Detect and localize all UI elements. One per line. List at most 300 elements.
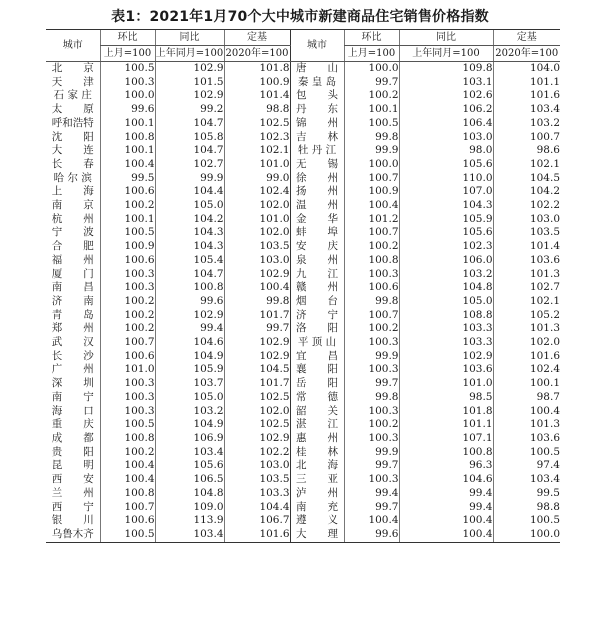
right-base-value: 101.3 [493, 268, 560, 282]
right-base-value: 102.0 [493, 336, 560, 350]
left-mom-value: 100.5 [100, 418, 155, 432]
left-mom-value: 100.2 [100, 295, 155, 309]
left-mom-value: 100.7 [100, 336, 155, 350]
left-yoy-value: 105.4 [155, 254, 224, 268]
right-base-value: 101.6 [493, 89, 560, 103]
left-yoy-value: 104.4 [155, 185, 224, 199]
right-city-name: 湛 江 [290, 418, 344, 432]
left-base-value: 102.9 [224, 432, 290, 446]
right-base-value: 100.7 [493, 131, 560, 145]
left-city-name: 郑 州 [51, 322, 94, 335]
left-mom-value: 100.8 [100, 487, 155, 501]
left-city-name: 武 汉 [51, 336, 94, 349]
left-base-value: 101.6 [224, 528, 290, 542]
table-row [46, 89, 560, 103]
right-mom-value: 100.3 [344, 363, 399, 377]
right-base-value: 101.3 [493, 322, 560, 336]
right-yoy-value: 101.8 [399, 405, 493, 419]
left-yoy-value: 102.9 [155, 89, 224, 103]
table-row [46, 391, 560, 405]
right-base-value: 100.5 [493, 514, 560, 528]
right-city-name: 吉 林 [290, 131, 344, 145]
right-base-value: 98.8 [493, 501, 560, 515]
right-base-value: 100.4 [493, 405, 560, 419]
right-base-value: 102.1 [493, 158, 560, 172]
left-yoy-value: 104.9 [155, 418, 224, 432]
left-yoy-value: 99.4 [155, 322, 224, 336]
left-city-name: 青 岛 [51, 308, 94, 321]
left-base-value: 99.7 [224, 322, 290, 336]
left-city-name: 石 家 庄 [53, 89, 92, 102]
left-yoy-value: 104.9 [155, 350, 224, 364]
left-city-name: 银 川 [51, 514, 94, 527]
left-city-name: 成 都 [51, 431, 94, 444]
left-base-value: 98.8 [224, 103, 290, 117]
left-mom-value: 101.0 [100, 363, 155, 377]
left-yoy-value: 104.8 [155, 487, 224, 501]
left-yoy-value: 104.3 [155, 240, 224, 254]
left-mom-value: 99.6 [100, 103, 155, 117]
right-yoy-value: 99.4 [399, 501, 493, 515]
left-city-name: 深 圳 [51, 377, 94, 390]
left-mom-value: 100.2 [100, 446, 155, 460]
table-row [46, 350, 560, 364]
table-row [46, 213, 560, 227]
left-mom-value: 100.9 [100, 240, 155, 254]
subheader-base-left: 2020年=100 [224, 46, 290, 62]
left-yoy-value: 106.9 [155, 432, 224, 446]
right-yoy-value: 104.3 [399, 199, 493, 213]
left-base-value: 106.7 [224, 514, 290, 528]
right-mom-value: 100.3 [344, 473, 399, 487]
right-city-name: 南 充 [290, 501, 344, 515]
left-yoy-value: 104.7 [155, 144, 224, 158]
left-mom-value: 100.1 [100, 144, 155, 158]
left-yoy-value: 100.8 [155, 281, 224, 295]
right-yoy-value: 107.1 [399, 432, 493, 446]
left-base-value: 101.8 [224, 62, 290, 76]
table-row [46, 405, 560, 419]
left-mom-value: 100.6 [100, 254, 155, 268]
table-title: 表1：2021年1月70个大中城市新建商品住宅销售价格指数 [111, 9, 489, 25]
header-yoy-right: 同比 [399, 30, 493, 46]
right-yoy-value: 101.1 [399, 418, 493, 432]
table-row [46, 117, 560, 131]
right-base-value: 103.5 [493, 226, 560, 240]
left-base-value: 102.9 [224, 268, 290, 282]
right-yoy-value: 98.0 [399, 144, 493, 158]
right-base-value: 103.2 [493, 117, 560, 131]
right-city-name: 无 锡 [290, 158, 344, 172]
left-base-value: 102.5 [224, 117, 290, 131]
left-mom-value: 100.4 [100, 158, 155, 172]
left-base-value: 102.0 [224, 405, 290, 419]
left-base-value: 103.0 [224, 254, 290, 268]
right-yoy-value: 102.6 [399, 89, 493, 103]
left-base-value: 101.0 [224, 158, 290, 172]
right-base-value: 100.1 [493, 377, 560, 391]
left-mom-value: 100.1 [100, 117, 155, 131]
left-yoy-value: 99.9 [155, 172, 224, 186]
right-mom-value: 100.0 [344, 158, 399, 172]
right-yoy-value: 103.2 [399, 268, 493, 282]
left-mom-value: 100.8 [100, 432, 155, 446]
right-mom-value: 99.7 [344, 377, 399, 391]
right-mom-value: 100.2 [344, 418, 399, 432]
left-city-name: 呼和浩特 [51, 116, 94, 129]
right-base-value: 102.7 [493, 281, 560, 295]
table-row [46, 501, 560, 515]
left-mom-value: 100.3 [100, 405, 155, 419]
left-yoy-value: 103.4 [155, 446, 224, 460]
right-mom-value: 100.2 [344, 89, 399, 103]
table-row [46, 528, 560, 542]
right-yoy-value: 105.9 [399, 213, 493, 227]
left-base-value: 104.5 [224, 363, 290, 377]
left-mom-value: 100.2 [100, 309, 155, 323]
right-yoy-value: 96.3 [399, 459, 493, 473]
table-row [46, 418, 560, 432]
right-base-value: 105.2 [493, 309, 560, 323]
left-yoy-value: 104.6 [155, 336, 224, 350]
left-city-name: 乌鲁木齐 [51, 527, 94, 540]
right-city-name: 秦 皇 岛 [290, 76, 344, 90]
right-yoy-value: 101.0 [399, 377, 493, 391]
right-base-value: 101.1 [493, 76, 560, 90]
left-base-value: 101.4 [224, 89, 290, 103]
right-mom-value: 99.9 [344, 446, 399, 460]
right-city-name: 烟 台 [290, 295, 344, 309]
right-yoy-value: 105.6 [399, 158, 493, 172]
right-city-name: 惠 州 [290, 432, 344, 446]
left-mom-value: 100.6 [100, 514, 155, 528]
left-city-name: 哈 尔 滨 [53, 171, 92, 184]
right-yoy-value: 103.3 [399, 322, 493, 336]
table-bottom-rule [46, 542, 560, 543]
right-base-value: 104.0 [493, 62, 560, 76]
left-city-name: 贵 阳 [51, 445, 94, 458]
right-base-value: 101.6 [493, 350, 560, 364]
right-base-value: 102.2 [493, 199, 560, 213]
left-city-name: 济 南 [51, 294, 94, 307]
table-row [46, 172, 560, 186]
right-city-name: 九 江 [290, 268, 344, 282]
left-base-value: 102.1 [224, 144, 290, 158]
left-city-name: 北 京 [51, 62, 94, 74]
right-mom-value: 99.4 [344, 487, 399, 501]
left-city-name: 天 津 [51, 75, 94, 88]
right-base-value: 103.0 [493, 213, 560, 227]
left-base-value: 100.4 [224, 281, 290, 295]
header-yoy-left: 同比 [155, 30, 224, 46]
left-yoy-value: 105.9 [155, 363, 224, 377]
left-yoy-value: 103.2 [155, 405, 224, 419]
right-city-name: 牡 丹 江 [290, 144, 344, 158]
table-row [46, 363, 560, 377]
header-city-left: 城市 [46, 30, 100, 62]
right-yoy-value: 106.2 [399, 103, 493, 117]
left-city-name: 太 原 [51, 103, 94, 116]
subheader-base-right: 2020年=100 [493, 46, 560, 62]
subheader-yoy-right: 上年同月=100 [399, 46, 493, 62]
left-city-name: 南 昌 [51, 281, 94, 294]
table-row [46, 514, 560, 528]
right-mom-value: 100.6 [344, 281, 399, 295]
table-row [46, 144, 560, 158]
left-yoy-value: 104.3 [155, 226, 224, 240]
left-mom-value: 100.0 [100, 89, 155, 103]
table-row [46, 158, 560, 172]
left-base-value: 102.2 [224, 446, 290, 460]
right-yoy-value: 104.8 [399, 281, 493, 295]
header-mom-left: 环比 [100, 30, 155, 46]
subheader-mom-right: 上月=100 [344, 46, 399, 62]
right-base-value: 99.5 [493, 487, 560, 501]
right-mom-value: 100.2 [344, 240, 399, 254]
right-base-value: 103.6 [493, 254, 560, 268]
left-mom-value: 100.1 [100, 213, 155, 227]
right-yoy-value: 103.1 [399, 76, 493, 90]
right-city-name: 济 宁 [290, 309, 344, 323]
right-mom-value: 99.8 [344, 131, 399, 145]
left-base-value: 100.9 [224, 76, 290, 90]
left-yoy-value: 105.0 [155, 199, 224, 213]
right-city-name: 丹 东 [290, 103, 344, 117]
left-base-value: 102.5 [224, 391, 290, 405]
right-mom-value: 100.3 [344, 432, 399, 446]
right-yoy-value: 99.4 [399, 487, 493, 501]
left-mom-value: 100.4 [100, 459, 155, 473]
left-yoy-value: 105.0 [155, 391, 224, 405]
left-mom-value: 100.3 [100, 76, 155, 90]
right-yoy-value: 103.3 [399, 336, 493, 350]
header-base-right: 定基 [493, 30, 560, 46]
left-yoy-value: 103.4 [155, 528, 224, 542]
right-yoy-value: 107.0 [399, 185, 493, 199]
left-base-value: 99.0 [224, 172, 290, 186]
table-row [46, 432, 560, 446]
left-yoy-value: 104.7 [155, 117, 224, 131]
right-city-name: 包 头 [290, 89, 344, 103]
left-mom-value: 100.6 [100, 350, 155, 364]
right-base-value: 104.2 [493, 185, 560, 199]
left-base-value: 103.3 [224, 487, 290, 501]
table-row [46, 309, 560, 323]
table-row [46, 62, 560, 76]
left-base-value: 102.5 [224, 418, 290, 432]
right-city-name: 赣 州 [290, 281, 344, 295]
left-mom-value: 100.6 [100, 185, 155, 199]
right-city-name: 锦 州 [290, 117, 344, 131]
left-city-name: 福 州 [51, 253, 94, 266]
right-mom-value: 99.7 [344, 501, 399, 515]
left-mom-value: 100.3 [100, 377, 155, 391]
left-yoy-value: 101.5 [155, 76, 224, 90]
right-base-value: 101.4 [493, 240, 560, 254]
right-base-value: 102.4 [493, 363, 560, 377]
left-city-name: 南 京 [51, 199, 94, 212]
right-mom-value: 100.8 [344, 254, 399, 268]
left-city-name: 西 宁 [51, 500, 94, 513]
left-yoy-value: 113.9 [155, 514, 224, 528]
table-row [46, 295, 560, 309]
right-city-name: 泉 州 [290, 254, 344, 268]
right-mom-value: 99.9 [344, 350, 399, 364]
header-mom-right: 环比 [344, 30, 399, 46]
left-base-value: 102.9 [224, 336, 290, 350]
left-mom-value: 100.4 [100, 473, 155, 487]
left-base-value: 102.4 [224, 185, 290, 199]
right-city-name: 安 庆 [290, 240, 344, 254]
right-base-value: 104.5 [493, 172, 560, 186]
left-base-value: 102.9 [224, 350, 290, 364]
table-row [46, 487, 560, 501]
left-city-name: 海 口 [51, 404, 94, 417]
right-city-name: 岳 阳 [290, 377, 344, 391]
right-base-value: 101.3 [493, 418, 560, 432]
right-city-name: 桂 林 [290, 446, 344, 460]
table-row [46, 473, 560, 487]
left-base-value: 101.0 [224, 213, 290, 227]
right-city-name: 常 德 [290, 391, 344, 405]
right-mom-value: 100.1 [344, 103, 399, 117]
left-base-value: 103.5 [224, 240, 290, 254]
right-mom-value: 99.7 [344, 76, 399, 90]
right-yoy-value: 102.3 [399, 240, 493, 254]
right-yoy-value: 106.0 [399, 254, 493, 268]
right-yoy-value: 109.8 [399, 62, 493, 76]
right-yoy-value: 103.6 [399, 363, 493, 377]
left-mom-value: 100.5 [100, 62, 155, 76]
left-mom-value: 100.8 [100, 131, 155, 145]
subheader-mom-left: 上月=100 [100, 46, 155, 62]
left-city-name: 长 春 [51, 157, 94, 170]
table-row [46, 199, 560, 213]
left-mom-value: 100.3 [100, 391, 155, 405]
right-yoy-value: 110.0 [399, 172, 493, 186]
left-mom-value: 100.2 [100, 322, 155, 336]
table-row [46, 459, 560, 473]
right-base-value: 102.1 [493, 295, 560, 309]
left-base-value: 101.7 [224, 309, 290, 323]
right-mom-value: 100.3 [344, 336, 399, 350]
table-row [46, 76, 560, 90]
left-base-value: 103.5 [224, 473, 290, 487]
right-city-name: 平 顶 山 [290, 336, 344, 350]
left-yoy-value: 103.7 [155, 377, 224, 391]
left-base-value: 99.8 [224, 295, 290, 309]
table-row [46, 103, 560, 117]
table-row [46, 281, 560, 295]
right-mom-value: 100.4 [344, 514, 399, 528]
right-city-name: 大 理 [290, 528, 344, 542]
right-city-name: 徐 州 [290, 172, 344, 186]
right-mom-value: 100.3 [344, 268, 399, 282]
right-base-value: 98.7 [493, 391, 560, 405]
left-yoy-value: 109.0 [155, 501, 224, 515]
right-yoy-value: 108.8 [399, 309, 493, 323]
right-mom-value: 99.9 [344, 144, 399, 158]
right-mom-value: 100.3 [344, 405, 399, 419]
left-city-name: 沈 阳 [51, 130, 94, 143]
right-city-name: 宜 昌 [290, 350, 344, 364]
right-base-value: 103.4 [493, 103, 560, 117]
left-city-name: 厦 门 [51, 267, 94, 280]
price-index-table [46, 30, 560, 542]
right-mom-value: 100.2 [344, 322, 399, 336]
right-yoy-value: 100.4 [399, 528, 493, 542]
right-city-name: 蚌 埠 [290, 226, 344, 240]
subheader-yoy-left: 上年同月=100 [155, 46, 224, 62]
left-base-value: 103.0 [224, 459, 290, 473]
left-mom-value: 100.5 [100, 226, 155, 240]
table-row [46, 185, 560, 199]
right-base-value: 98.6 [493, 144, 560, 158]
header-base-left: 定基 [224, 30, 290, 46]
right-city-name: 洛 阳 [290, 322, 344, 336]
left-base-value: 101.7 [224, 377, 290, 391]
left-yoy-value: 102.9 [155, 309, 224, 323]
right-mom-value: 100.9 [344, 185, 399, 199]
right-city-name: 金 华 [290, 213, 344, 227]
right-mom-value: 100.0 [344, 62, 399, 76]
right-yoy-value: 98.5 [399, 391, 493, 405]
right-yoy-value: 105.0 [399, 295, 493, 309]
right-yoy-value: 100.8 [399, 446, 493, 460]
left-city-name: 合 肥 [51, 240, 94, 253]
left-base-value: 102.0 [224, 199, 290, 213]
left-mom-value: 100.3 [100, 281, 155, 295]
left-base-value: 104.4 [224, 501, 290, 515]
table-row [46, 322, 560, 336]
right-city-name: 韶 关 [290, 405, 344, 419]
right-base-value: 97.4 [493, 459, 560, 473]
right-yoy-value: 105.6 [399, 226, 493, 240]
left-mom-value: 99.5 [100, 172, 155, 186]
right-base-value: 103.4 [493, 473, 560, 487]
left-city-name: 广 州 [51, 363, 94, 376]
right-mom-value: 100.7 [344, 172, 399, 186]
right-mom-value: 101.2 [344, 213, 399, 227]
table-body [46, 62, 560, 542]
right-city-name: 扬 州 [290, 185, 344, 199]
left-city-name: 兰 州 [51, 486, 94, 499]
left-city-name: 大 连 [51, 144, 94, 157]
right-base-value: 103.6 [493, 432, 560, 446]
right-yoy-value: 104.6 [399, 473, 493, 487]
right-mom-value: 100.5 [344, 117, 399, 131]
right-city-name: 襄 阳 [290, 363, 344, 377]
right-yoy-value: 100.4 [399, 514, 493, 528]
right-mom-value: 100.7 [344, 226, 399, 240]
left-base-value: 102.0 [224, 226, 290, 240]
left-city-name: 杭 州 [51, 212, 94, 225]
table-row [46, 226, 560, 240]
right-city-name: 泸 州 [290, 487, 344, 501]
header-city-right: 城市 [290, 30, 344, 62]
right-yoy-value: 103.0 [399, 131, 493, 145]
table-row [46, 446, 560, 460]
right-city-name: 唐 山 [290, 62, 344, 76]
right-base-value: 100.0 [493, 528, 560, 542]
left-yoy-value: 102.9 [155, 62, 224, 76]
left-city-name: 昆 明 [51, 459, 94, 472]
right-yoy-value: 102.9 [399, 350, 493, 364]
left-city-name: 南 宁 [51, 390, 94, 403]
table-row [46, 131, 560, 145]
left-city-name: 西 安 [51, 473, 94, 486]
left-yoy-value: 104.7 [155, 268, 224, 282]
